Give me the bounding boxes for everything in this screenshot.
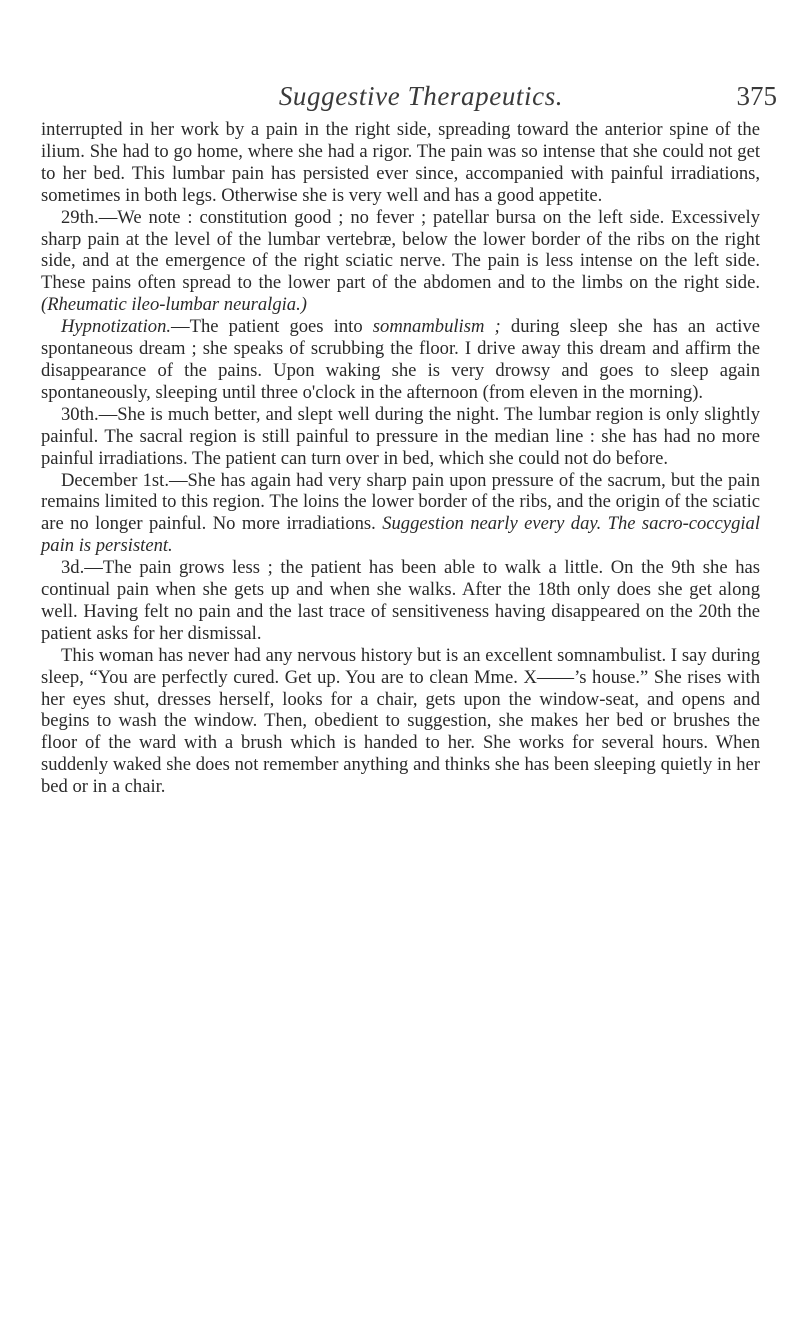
- paragraph-29th: 29th.—We note : constitution good ; no fever ; patellar bursa on the left side. Excessively sharp pain at the level of the lumbar vertebræ, below the lower border of the ribs on the right side, and at the emergence of the right sciatic nerve. The pain is less intense on the left side. These pains often spread to the lower part of the abdomen and to the limbs on the right side. (Rheumatic ileo-lumbar neuralgia.): [41, 206, 760, 316]
- paragraph-december-1st: December 1st.—She has again had very sharp pain upon pressure of the sacrum, but the pain remains limited to this region. The loins the lower border of the ribs, and the origin of the sciatic are no longer painful. No more irradiations. Suggestion nearly every day. The sacro-coccygial pain is persistent.: [41, 469, 760, 557]
- paragraph-continuation: interrupted in her work by a pain in the right side, spreading toward the anterior spine of the ilium. She had to go home, where she had a rigor. The pain was so intense that she could not get to her bed. This lumbar pain has persisted ever since, accompanied with painful irradiations, sometimes in both legs. Otherwise she is very well and has a good appetite.: [41, 119, 760, 206]
- paragraph-this-woman: This woman has never had any nervous history but is an excellent somnambulist. I say during sleep, “You are perfectly cured. Get up. You are to clean Mme. X——’s house.” She rises with her eyes shut, dresses herself, looks for a chair, gets upon the window-seat, and opens and begins to wash the window. Then, obedient to suggestion, she makes her bed or brushes the floor of the ward with a brush which is handed to her. She works for several hours. When suddenly waked she does not remember anything and thinks she has been sleeping quietly in her bed or in a chair.: [41, 644, 760, 798]
- running-head-title: Suggestive Therapeutics.: [278, 81, 564, 111]
- paragraph-hypnotization: Hypnotization.—The patient goes into somnambulism ; during sleep she has an active spontaneous dream ; she speaks of scrubbing the floor. I drive away this dream and affirm the disappearance of the pains. Upon waking she is very drowsy and goes to sleep again spontaneously, sleeping until three o'clock in the afternoon (from eleven in the morning).: [41, 316, 760, 403]
- paragraph-30th: 30th.—She is much better, and slept well during the night. The lumbar region is only slightly painful. The sacral region is still painful to pressure in the median line : she has had no more painful irradiations. The patient can turn over in bed, which she could not do before.: [41, 403, 760, 469]
- running-head: [40, 79, 801, 113]
- paragraph-3d: 3d.—The pain grows less ; the patient has been able to walk a little. On the 9th she has continual pain when she gets up and when she walks. After the 18th only does she get along well. Having felt no pain and the last trace of sensitiveness having disappeared on the 20th the patient asks for her dismissal.: [41, 557, 760, 644]
- page-number: 375: [736, 81, 777, 111]
- body-text: [41, 119, 760, 798]
